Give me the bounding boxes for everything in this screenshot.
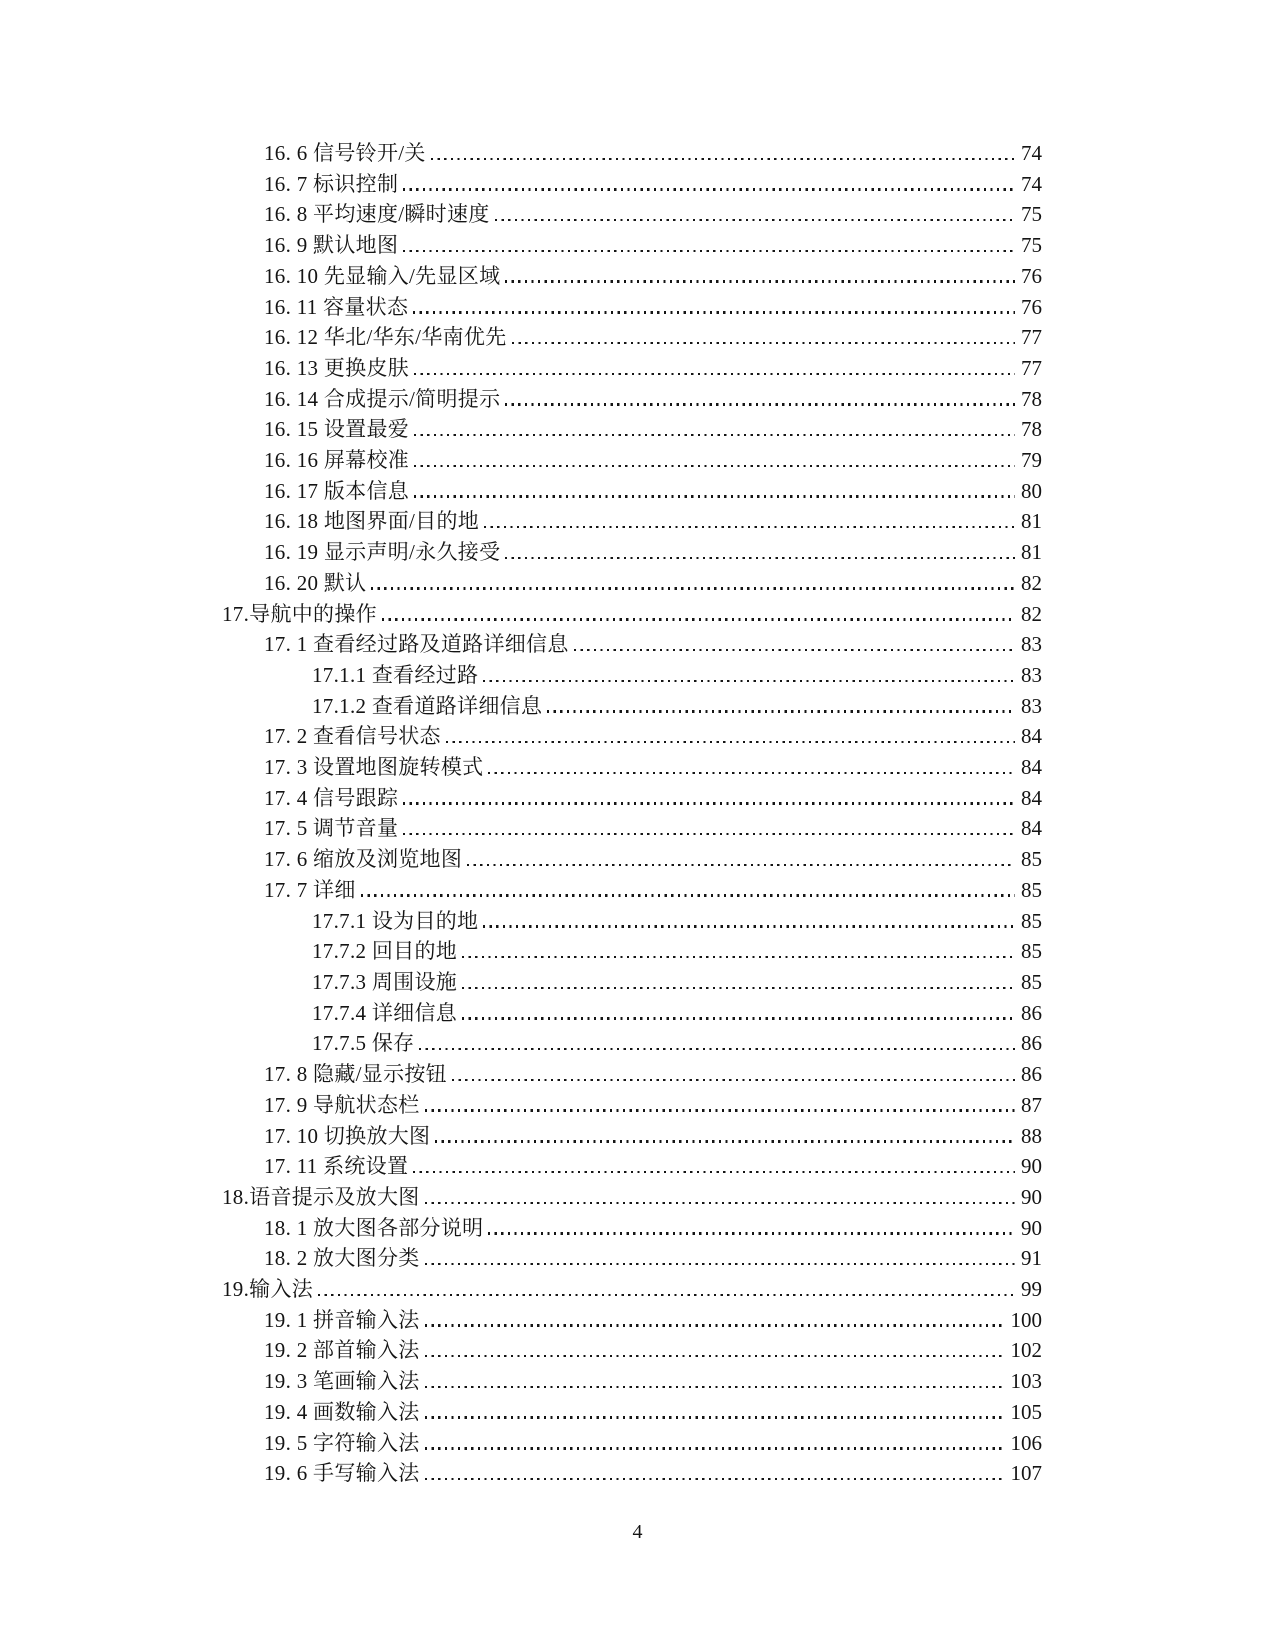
toc-entry-label: 19. 5 字符输入法	[264, 1430, 420, 1455]
toc-entry-page-number: 106	[1010, 1430, 1042, 1455]
toc-entry-label: 17.1.2 查看道路详细信息	[312, 693, 543, 718]
dot-leader	[403, 250, 1015, 252]
toc-entry-page-number: 76	[1021, 294, 1042, 319]
toc-entry	[222, 752, 1042, 783]
dot-leader	[425, 1324, 1005, 1326]
toc-entry-page-number: 84	[1021, 724, 1042, 749]
toc-entry	[222, 1305, 1042, 1336]
toc-entry-page-number: 81	[1021, 509, 1042, 534]
toc-entry-label: 16. 17 版本信息	[264, 478, 410, 503]
toc-entry-label: 17. 3 设置地图旋转模式	[264, 755, 484, 780]
toc-entry	[222, 783, 1042, 814]
toc-entry-label: 16. 14 合成提示/简明提示	[264, 386, 501, 411]
dot-leader	[419, 1048, 1015, 1050]
dot-leader	[403, 188, 1015, 190]
toc-entry-page-number: 107	[1010, 1461, 1042, 1486]
toc-entry-page-number: 90	[1021, 1154, 1042, 1179]
dot-leader	[462, 987, 1015, 989]
dot-leader	[425, 1109, 1015, 1111]
dot-leader	[425, 1355, 1005, 1357]
dot-leader	[425, 1447, 1005, 1449]
toc-entry-label: 18.语音提示及放大图	[222, 1184, 420, 1209]
toc-entry-page-number: 88	[1021, 1123, 1042, 1148]
toc-entry-label: 16. 9 默认地图	[264, 233, 399, 258]
toc-entry-page-number: 87	[1021, 1092, 1042, 1117]
dot-leader	[488, 772, 1015, 774]
dot-leader	[403, 833, 1015, 835]
toc-entry-page-number: 83	[1021, 662, 1042, 687]
toc-entry	[222, 875, 1042, 906]
toc-entry-page-number: 74	[1021, 141, 1042, 165]
toc-entry-page-number: 85	[1021, 969, 1042, 994]
toc-entry	[222, 1121, 1042, 1152]
toc-entry	[222, 445, 1042, 476]
toc-entry-label: 16. 10 先显输入/先显区域	[264, 263, 501, 288]
dot-leader	[483, 680, 1015, 682]
toc-entry	[222, 967, 1042, 998]
toc-entry	[222, 813, 1042, 844]
toc-entry-page-number: 75	[1021, 202, 1042, 227]
toc-entry-page-number: 86	[1021, 1000, 1042, 1025]
dot-leader	[574, 649, 1015, 651]
toc-entry	[222, 138, 1042, 169]
toc-entry-page-number: 100	[1010, 1307, 1042, 1332]
toc-entry	[222, 691, 1042, 722]
toc-entry-page-number: 82	[1021, 570, 1042, 595]
toc-entry-label: 17. 4 信号跟踪	[264, 785, 399, 810]
toc-entry-page-number: 105	[1010, 1399, 1042, 1424]
toc-entry	[222, 1090, 1042, 1121]
dot-leader	[547, 710, 1015, 712]
dot-leader	[414, 495, 1015, 497]
toc-entry	[222, 721, 1042, 752]
toc-entry-page-number: 91	[1021, 1246, 1042, 1271]
dot-leader	[414, 434, 1015, 436]
toc	[222, 138, 1042, 1489]
toc-entry	[222, 261, 1042, 292]
toc-entry-label: 16. 18 地图界面/目的地	[264, 509, 480, 534]
toc-entry-page-number: 80	[1021, 478, 1042, 503]
dot-leader	[462, 1017, 1015, 1019]
toc-entry-label: 17. 2 查看信号状态	[264, 724, 441, 749]
toc-entry	[222, 1151, 1042, 1182]
toc-entry	[222, 230, 1042, 261]
toc-entry	[222, 660, 1042, 691]
toc-entry-page-number: 85	[1021, 877, 1042, 902]
toc-entry-label: 17.7.3 周围设施	[312, 969, 458, 994]
dot-leader	[414, 465, 1015, 467]
toc-entry-page-number: 86	[1021, 1062, 1042, 1087]
toc-entry	[222, 599, 1042, 630]
toc-entry-label: 17. 9 导航状态栏	[264, 1092, 420, 1117]
dot-leader	[414, 373, 1015, 375]
toc-entry-page-number: 81	[1021, 540, 1042, 565]
toc-entry-label: 16. 15 设置最爱	[264, 417, 410, 442]
dot-leader	[361, 894, 1015, 896]
toc-entry	[222, 537, 1042, 568]
toc-entry-page-number: 74	[1021, 171, 1042, 196]
dot-leader	[446, 741, 1015, 743]
toc-entry-label: 17. 5 调节音量	[264, 816, 399, 841]
toc-entry-label: 19.输入法	[222, 1277, 314, 1302]
toc-entry	[222, 629, 1042, 660]
toc-entry	[222, 1243, 1042, 1274]
toc-entry-label: 16. 16 屏幕校准	[264, 448, 410, 473]
dot-leader	[512, 342, 1015, 344]
dot-leader	[488, 1232, 1015, 1234]
toc-entry-label: 18. 2 放大图分类	[264, 1246, 420, 1271]
toc-entry-page-number: 82	[1021, 601, 1042, 626]
dot-leader	[505, 403, 1015, 405]
toc-entry-label: 17. 7 详细	[264, 877, 356, 902]
toc-entry-label: 19. 1 拼音输入法	[264, 1307, 420, 1332]
dot-leader	[382, 618, 1015, 620]
dot-leader	[462, 956, 1015, 958]
toc-entry	[222, 1274, 1042, 1305]
toc-entry	[222, 1028, 1042, 1059]
dot-leader	[425, 1386, 1005, 1388]
toc-entry-page-number: 78	[1021, 417, 1042, 442]
dot-leader	[413, 1171, 1015, 1173]
dot-leader	[425, 1263, 1015, 1265]
toc-entry-label: 16. 19 显示声明/永久接受	[264, 540, 501, 565]
toc-entry	[222, 384, 1042, 415]
toc-entry	[222, 292, 1042, 323]
toc-entry	[222, 998, 1042, 1029]
toc-entry-label: 17. 11 系统设置	[264, 1154, 409, 1179]
toc-entry-page-number: 84	[1021, 816, 1042, 841]
toc-entry	[222, 1335, 1042, 1366]
toc-entry	[222, 936, 1042, 967]
toc-entry-page-number: 90	[1021, 1215, 1042, 1240]
dot-leader	[435, 1140, 1015, 1142]
toc-entry-label: 16. 6 信号铃开/关	[264, 141, 426, 165]
toc-entry-label: 17.7.1 设为目的地	[312, 908, 479, 933]
toc-entry-page-number: 79	[1021, 448, 1042, 473]
toc-entry-page-number: 99	[1021, 1277, 1042, 1302]
dot-leader	[495, 219, 1015, 221]
dot-leader	[452, 1079, 1015, 1081]
toc-entry-label: 17.7.5 保存	[312, 1031, 415, 1056]
toc-entry-label: 17. 10 切换放大图	[264, 1123, 431, 1148]
toc-entry-label: 19. 6 手写输入法	[264, 1461, 420, 1486]
toc-entry-page-number: 86	[1021, 1031, 1042, 1056]
toc-entry-page-number: 83	[1021, 632, 1042, 657]
toc-entry-label: 17.导航中的操作	[222, 601, 377, 626]
dot-leader	[467, 864, 1015, 866]
toc-entry-label: 19. 3 笔画输入法	[264, 1369, 420, 1394]
toc-entry	[222, 169, 1042, 200]
toc-entry	[222, 1182, 1042, 1213]
toc-entry-page-number: 77	[1021, 325, 1042, 350]
toc-entry	[222, 506, 1042, 537]
toc-entry	[222, 353, 1042, 384]
toc-entry-page-number: 90	[1021, 1184, 1042, 1209]
toc-entry-label: 17. 1 查看经过路及道路详细信息	[264, 632, 569, 657]
toc-entry-label: 16. 7 标识控制	[264, 171, 399, 196]
toc-entry-label: 16. 11 容量状态	[264, 294, 409, 319]
toc-entry	[222, 1428, 1042, 1459]
toc-entry-page-number: 85	[1021, 939, 1042, 964]
dot-leader	[425, 1416, 1005, 1418]
toc-entry	[222, 1458, 1042, 1489]
toc-entry-label: 17. 8 隐藏/显示按钮	[264, 1062, 447, 1087]
dot-leader	[403, 802, 1015, 804]
toc-entry-page-number: 83	[1021, 693, 1042, 718]
toc-entry-page-number: 77	[1021, 355, 1042, 380]
dot-leader	[371, 587, 1015, 589]
dot-leader	[413, 311, 1015, 313]
toc-entry-label: 17.7.4 详细信息	[312, 1000, 458, 1025]
dot-leader	[318, 1294, 1015, 1296]
toc-entry-label: 16. 8 平均速度/瞬时速度	[264, 202, 490, 227]
toc-entry	[222, 568, 1042, 599]
toc-entry-label: 16. 12 华北/华东/华南优先	[264, 325, 507, 350]
dot-leader	[425, 1478, 1005, 1480]
toc-entry	[222, 844, 1042, 875]
dot-leader	[505, 280, 1015, 282]
toc-entry	[222, 414, 1042, 445]
toc-entry	[222, 199, 1042, 230]
toc-entry-page-number: 102	[1010, 1338, 1042, 1363]
toc-entry-label: 16. 13 更换皮肤	[264, 355, 410, 380]
page-number-footer: 4	[632, 1521, 643, 1543]
dot-leader	[484, 526, 1015, 528]
toc-entry-page-number: 85	[1021, 908, 1042, 933]
toc-entry	[222, 322, 1042, 353]
toc-entry	[222, 476, 1042, 507]
toc-entry-label: 17.7.2 回目的地	[312, 939, 458, 964]
dot-leader	[483, 925, 1015, 927]
dot-leader	[505, 557, 1015, 559]
toc-entry	[222, 1397, 1042, 1428]
toc-entry	[222, 1059, 1042, 1090]
toc-entry-page-number: 84	[1021, 785, 1042, 810]
toc-entry-label: 19. 4 画数输入法	[264, 1399, 420, 1424]
toc-entry-page-number: 84	[1021, 755, 1042, 780]
toc-entry-page-number: 85	[1021, 847, 1042, 872]
toc-entry	[222, 1213, 1042, 1244]
toc-entry-page-number: 78	[1021, 386, 1042, 411]
toc-entry-page-number: 103	[1010, 1369, 1042, 1394]
toc-entry	[222, 1366, 1042, 1397]
toc-entry	[222, 906, 1042, 937]
toc-entry-label: 16. 20 默认	[264, 570, 367, 595]
toc-entry-label: 19. 2 部首输入法	[264, 1338, 420, 1363]
dot-leader	[425, 1202, 1015, 1204]
toc-entry-label: 17. 6 缩放及浏览地图	[264, 847, 463, 872]
toc-entry-label: 17.1.1 查看经过路	[312, 662, 479, 687]
dot-leader	[431, 158, 1015, 160]
toc-entry-page-number: 75	[1021, 233, 1042, 258]
toc-entry-page-number: 76	[1021, 263, 1042, 288]
toc-entry-label: 18. 1 放大图各部分说明	[264, 1215, 484, 1240]
